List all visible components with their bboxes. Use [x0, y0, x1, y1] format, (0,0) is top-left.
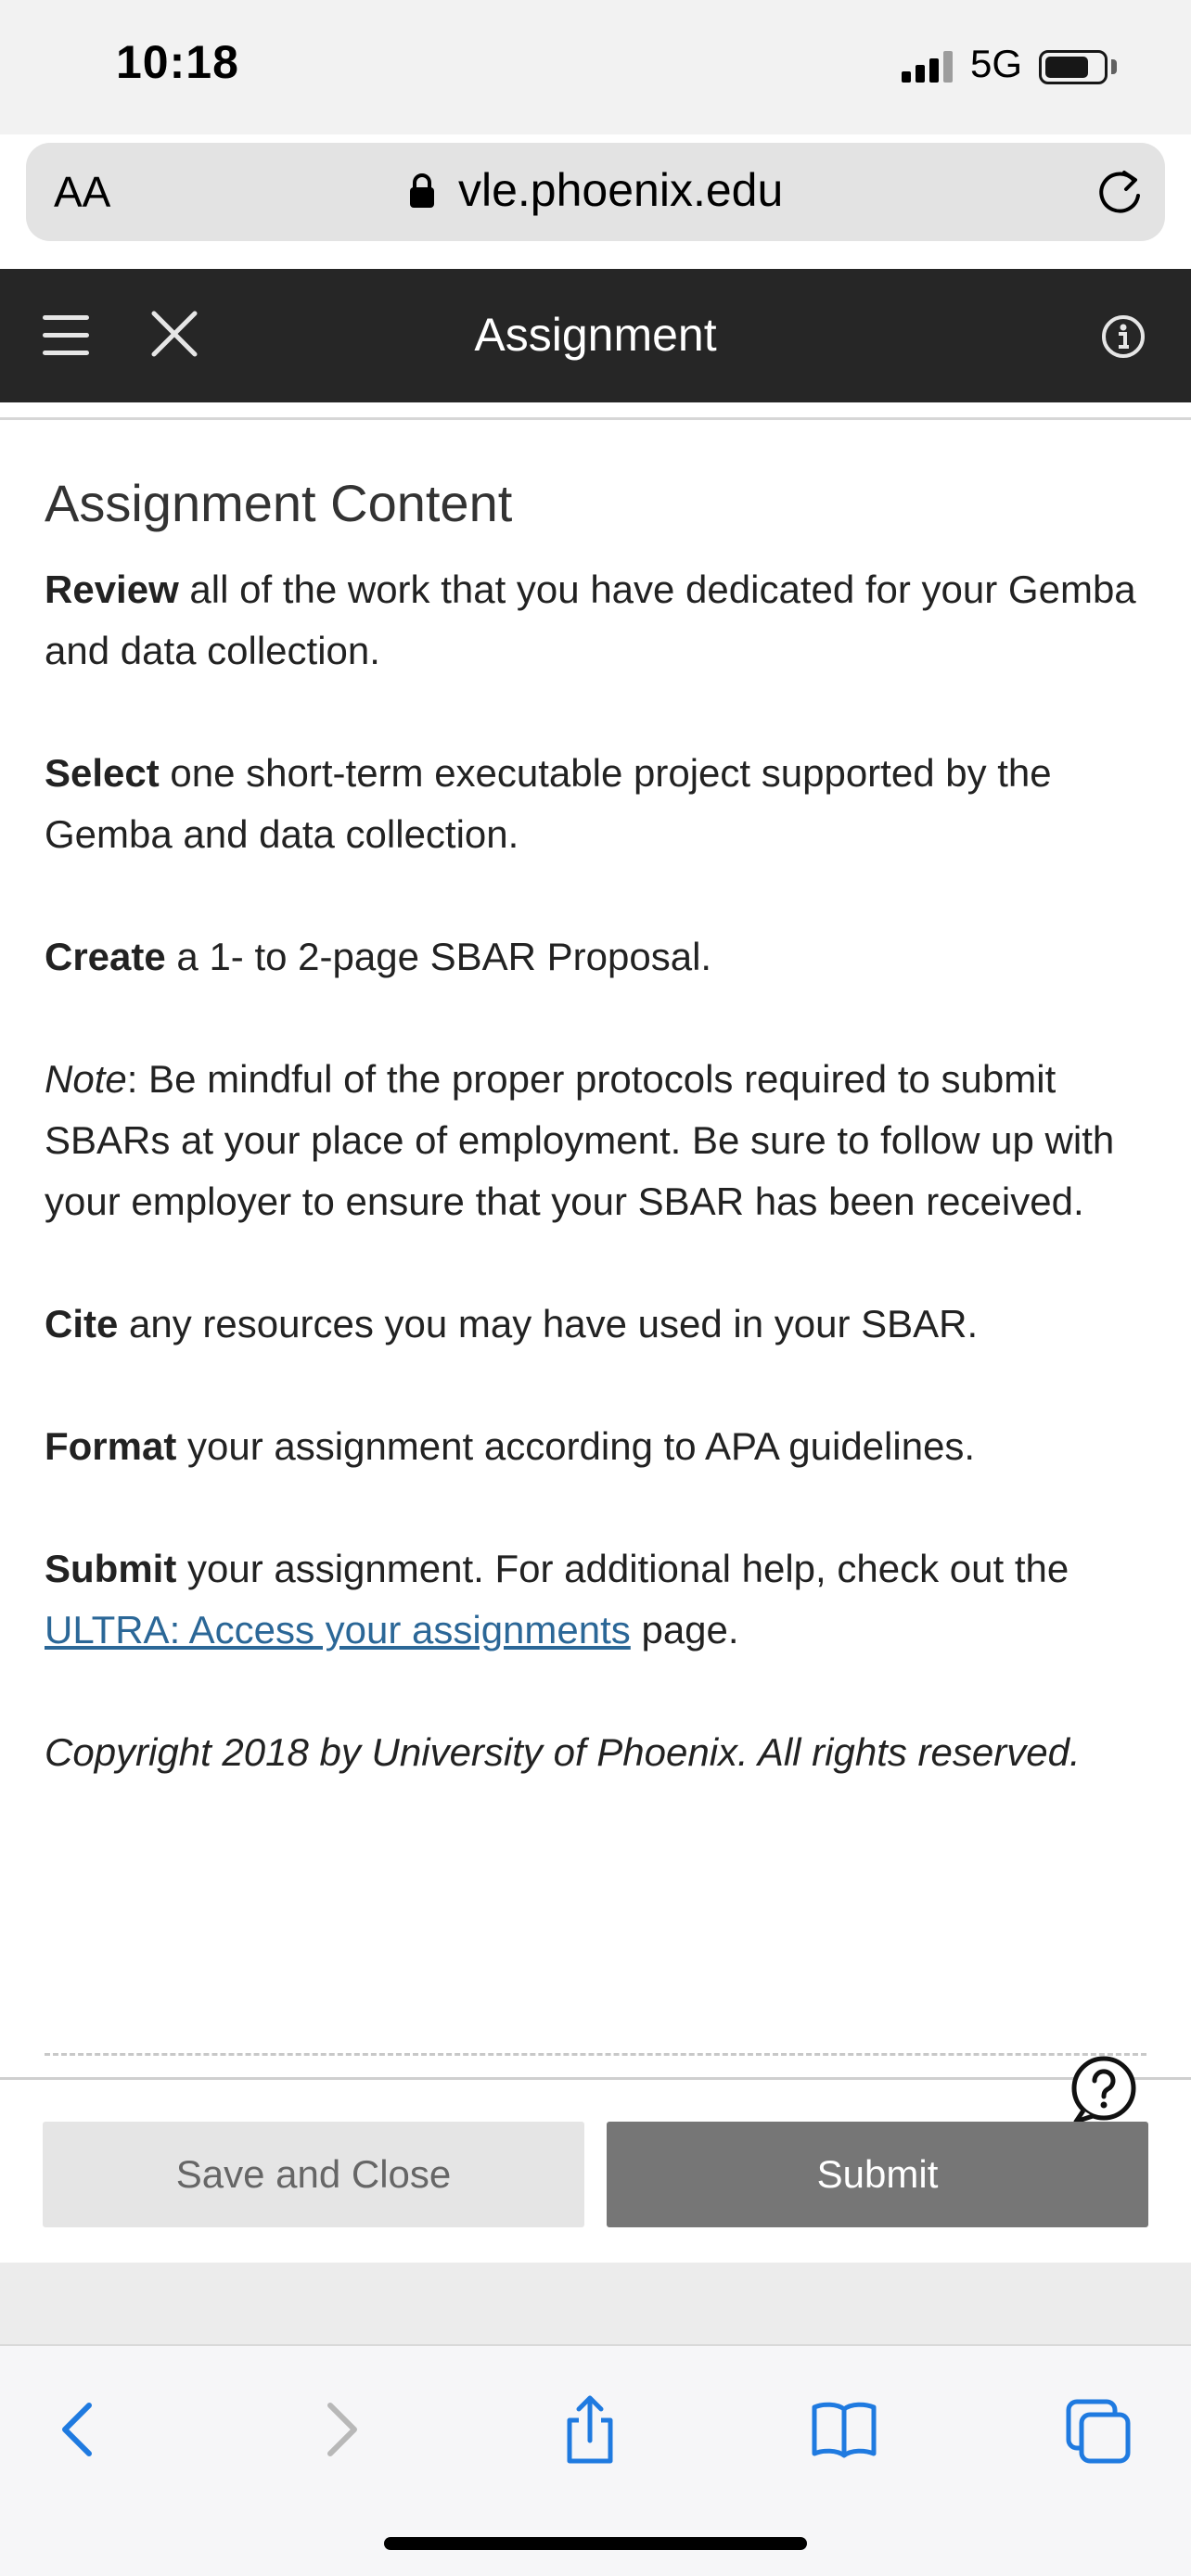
page-title: Assignment — [474, 309, 717, 361]
network-type: 5G — [970, 42, 1023, 85]
review-instruction — [45, 559, 1148, 682]
share-icon[interactable] — [553, 2392, 627, 2467]
reload-icon[interactable] — [1093, 165, 1146, 219]
status-time: 10:18 — [116, 36, 239, 88]
format-instruction — [45, 1416, 1148, 1477]
note-paragraph — [45, 1049, 1148, 1232]
ultra-access-assignments-link[interactable]: ULTRA: Access your assignments — [45, 1608, 631, 1651]
page-bottom-band — [0, 2263, 1191, 2344]
format-bold: Format — [45, 1424, 177, 1468]
tabs-icon[interactable] — [1061, 2392, 1135, 2467]
header-divider — [0, 417, 1191, 420]
lock-icon — [408, 172, 436, 210]
select-instruction — [45, 743, 1148, 865]
content-end-divider — [45, 2053, 1146, 2056]
battery-icon — [1039, 50, 1108, 84]
select-bold: Select — [45, 751, 160, 795]
forward-icon[interactable] — [302, 2392, 377, 2467]
note-text: : Be mindful of the proper protocols required to submit SBARs at your place of employment. Be sure to follow up with your employer to ensure that your SBAR has been received. — [45, 1057, 1115, 1223]
cite-bold: Cite — [45, 1302, 119, 1345]
review-bold: Review — [45, 567, 179, 611]
submit-button[interactable]: Submit — [607, 2122, 1148, 2227]
signal-strength-icon — [902, 51, 955, 83]
save-and-close-button[interactable]: Save and Close — [43, 2122, 584, 2227]
note-italic: Note — [45, 1057, 127, 1101]
status-bar — [0, 0, 1191, 134]
home-indicator — [384, 2537, 807, 2550]
help-icon[interactable] — [1067, 2053, 1141, 2127]
address-bar[interactable] — [26, 143, 1165, 241]
battery-tip — [1111, 59, 1117, 74]
bookmarks-icon[interactable] — [807, 2392, 881, 2467]
submit-after-text: page. — [630, 1608, 739, 1651]
create-text: a 1- to 2-page SBAR Proposal. — [165, 935, 712, 978]
app-header — [0, 269, 1191, 402]
cite-text: any resources you may have used in your SBAR. — [118, 1302, 979, 1345]
url-text[interactable]: vle.phoenix.edu — [458, 164, 784, 216]
info-icon[interactable] — [1100, 313, 1146, 360]
footer-divider — [0, 2077, 1191, 2080]
submit-text: your assignment. For additional help, check out the — [176, 1547, 1069, 1590]
content-title: Assignment Content — [45, 474, 513, 532]
submit-bold: Submit — [45, 1547, 177, 1590]
back-icon[interactable] — [43, 2392, 117, 2467]
cite-instruction — [45, 1294, 1148, 1355]
text-size-button[interactable]: AA — [54, 168, 111, 216]
copyright-notice: Copyright 2018 by University of Phoenix. All rights reserved. — [45, 1730, 1081, 1774]
select-text: one short-term executable project supported by the Gemba and data collection. — [45, 751, 1052, 856]
create-instruction — [45, 926, 1148, 988]
create-bold: Create — [45, 935, 166, 978]
assignment-content — [45, 473, 1148, 1783]
submit-instruction — [45, 1538, 1148, 1661]
format-text: your assignment according to APA guidelines. — [176, 1424, 976, 1468]
review-text: all of the work that you have dedicated for your Gemba and data collection. — [45, 567, 1136, 672]
